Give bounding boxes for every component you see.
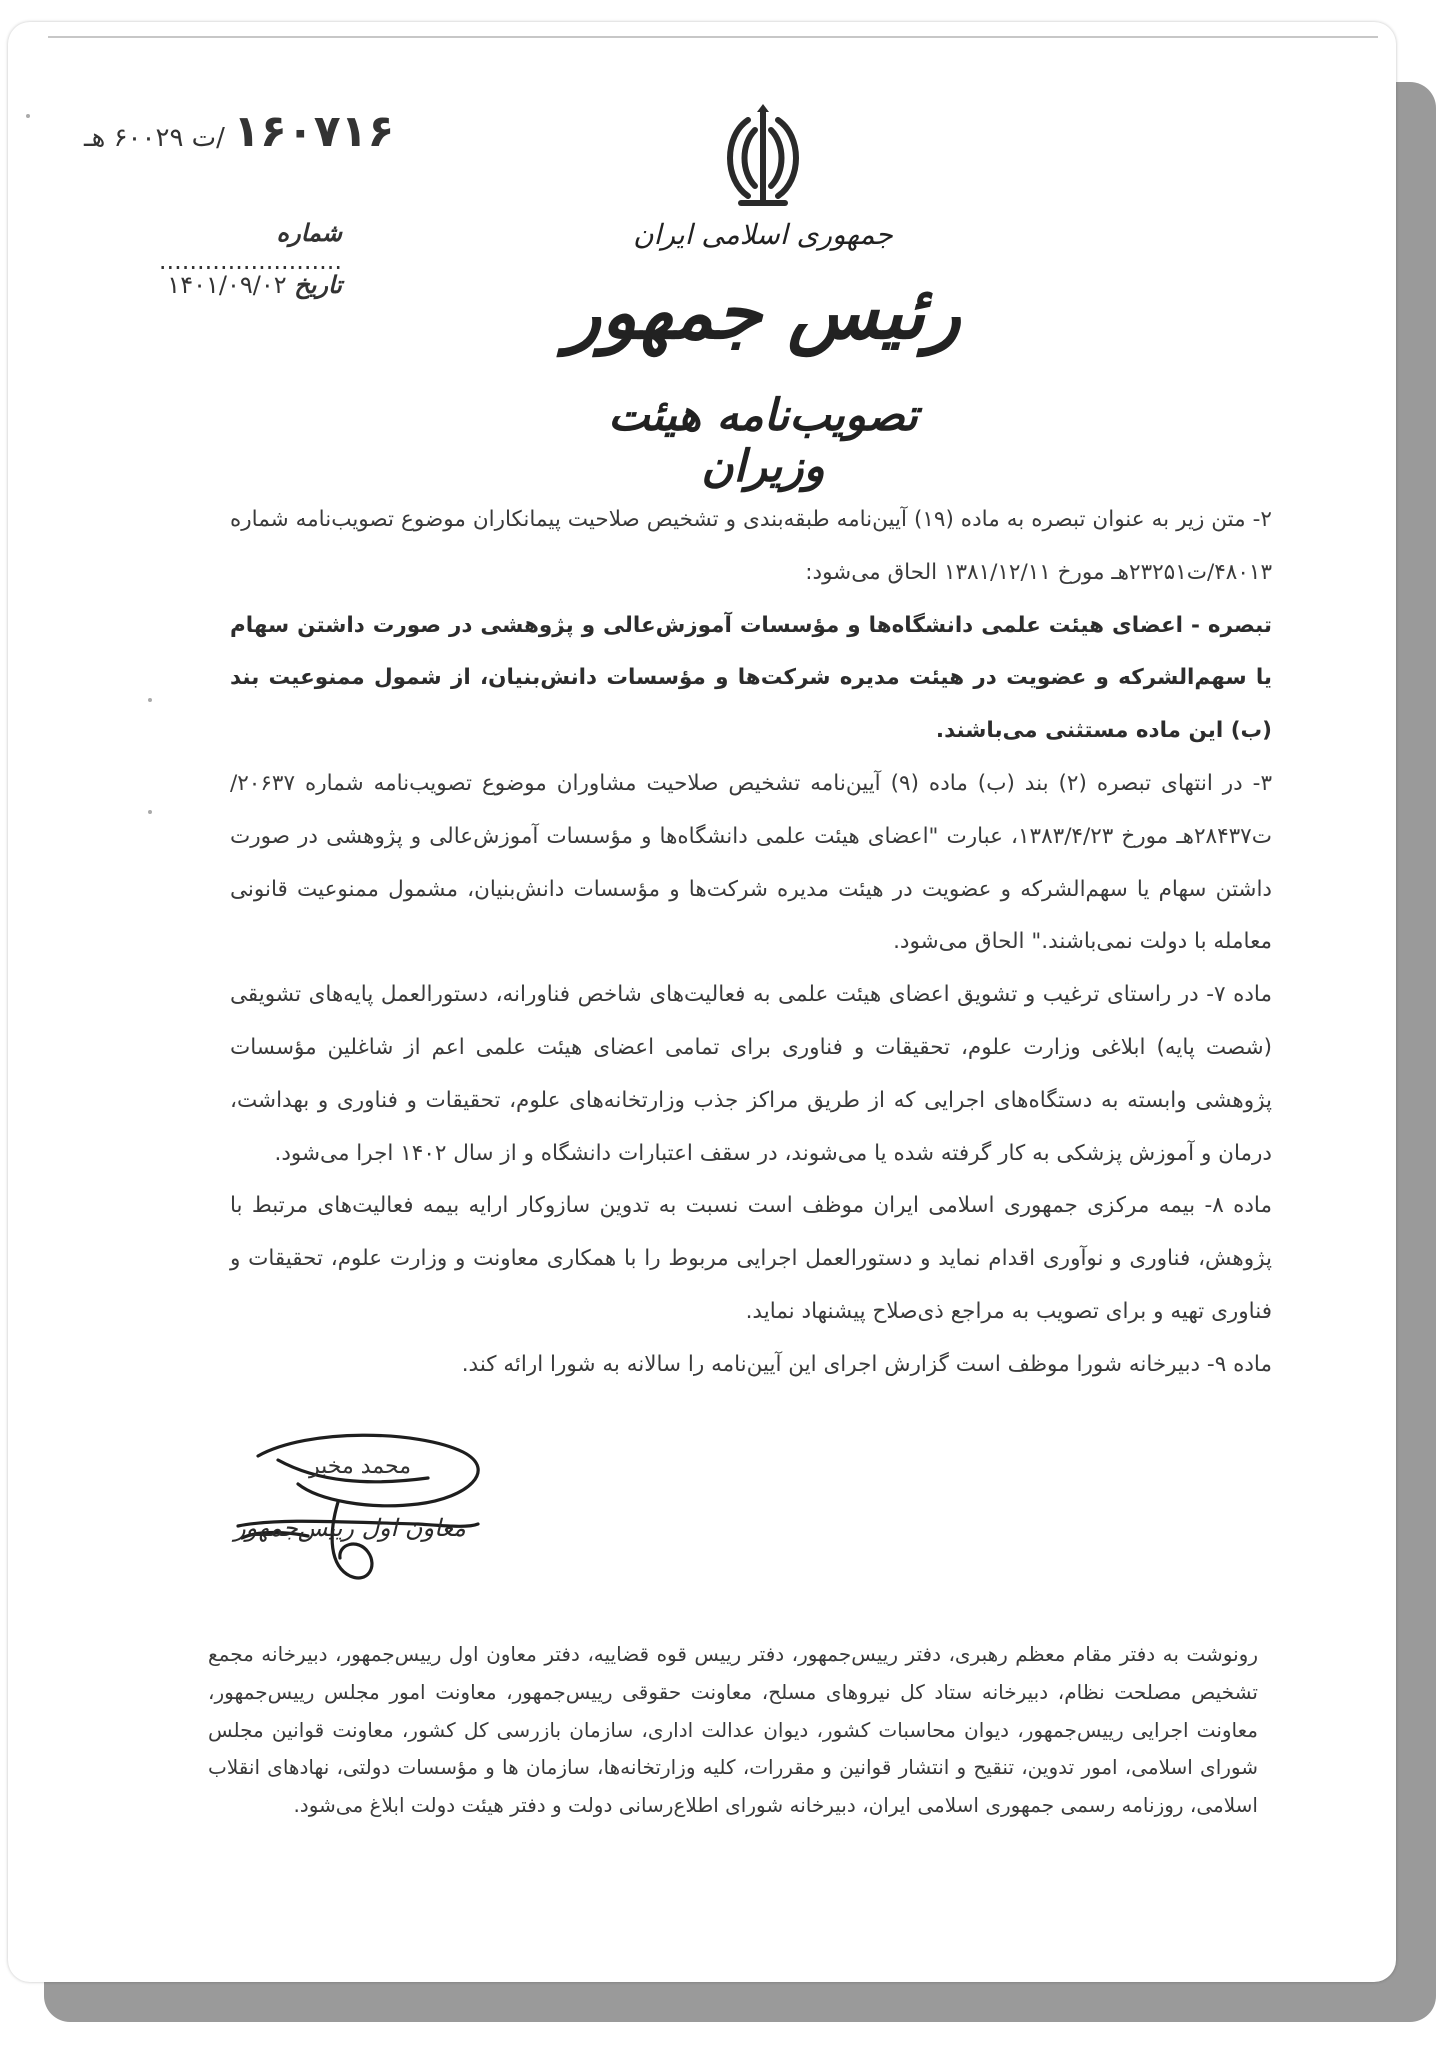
- paragraph-3: ۳- در انتهای تبصره (۲) بند (ب) ماده (۹) آیین‌نامه تشخیص صلاحیت مشاوران موضوع تصویب‌نامه شماره ۲۰۶۳۷/ت۲۸۴۳۷هـ مورخ ۱۳۸۳/۴/۲۳، عبارت "اعضای هیئت علمی دانشگاه‌ها و مؤسسات آموزش‌عالی و پژوهشی در صورت داشتن سهام یا سهم‌الشرکه و عضویت در هیئت مدیره شرکت‌ها و مؤسسات دانش‌بنیان، مشمول ممنوعیت قانونی معامله با دولت نمی‌باشند." الحاق می‌شود.: [230, 770, 1273, 955]
- document-subtitle: تصویب‌نامه هیئت وزیران: [608, 390, 918, 492]
- scan-speck: [26, 114, 30, 118]
- country-name: جمهوری اسلامی ایران: [633, 218, 893, 251]
- date-value: ۱۴۰۱/۰۹/۰۲: [167, 271, 287, 299]
- article-9: ماده ۹- دبیرخانه شورا موظف است گزارش اجرای این آیین‌نامه را سالانه به شورا ارائه کند.: [461, 1351, 1272, 1377]
- article-7: ماده ۷- در راستای ترغیب و تشویق اعضای هیئت علمی به فعالیت‌های شاخص فناورانه، دستورالعمل پایه‌های تشویقی (شصت پایه) ابلاغی وزارت علوم، تحقیقات و فناوری برای تمامی اعضای هیئت علمی اعم از شاغلین مؤسسات پژوهشی وابسته به دستگاه‌های اجرایی که از طریق مراکز جذب وزارتخانه‌های علوم، تحقیقات و فناوری و بهداشت، درمان و آموزش پزشکی به کار گرفته شده یا می‌شوند، در سقف اعتبارات دانشگاه و از سال ۱۴۰۲ اجرا می‌شود.: [230, 982, 1272, 1166]
- number-field: [92, 218, 342, 275]
- document-page: [8, 22, 1396, 1982]
- iran-emblem-icon: [708, 102, 818, 212]
- decree-body: [230, 494, 1272, 1392]
- signatory-title: معاون اول رییس‌جمهور: [234, 1514, 466, 1542]
- scan-edge-line: [48, 36, 1378, 38]
- signatory-name: محمد مخبر: [308, 1454, 411, 1479]
- copy-distribution: [208, 1636, 1258, 1825]
- paragraph-2: ۲- متن زیر به عنوان تبصره به ماده (۱۹) آیین‌نامه طبقه‌بندی و تشخیص صلاحیت پیمانکاران موضوع تصویب‌نامه شماره ۴۸۰۱۳/ت۲۳۲۵۱هـ مورخ ۱۳۸۱/۱۲/۱۱ الحاق می‌شود:: [230, 507, 1272, 585]
- date-label: تاریخ: [294, 270, 342, 299]
- reference-number: ۱۶۰۷۱۶: [233, 106, 395, 157]
- scan-speck: [148, 810, 152, 814]
- reference-code-suffix: /ت ۶۰۰۲۹ هـ: [84, 123, 225, 153]
- number-label: شماره: [276, 218, 342, 247]
- paragraph-2-note: تبصره - اعضای هیئت علمی دانشگاه‌ها و مؤسسات آموزش‌عالی و پژوهشی در صورت داشتن سهام یا سهم‌الشرکه و عضویت در هیئت مدیره شرکت‌ها و مؤسسات دانش‌بنیان، از شمول ممنوعیت بند (ب) این ماده مستثنی می‌باشند.: [230, 612, 1272, 744]
- office-title: رئیس جمهور: [565, 270, 961, 356]
- reference-code: [84, 106, 394, 157]
- copy-distribution-text: رونوشت به دفتر مقام معظم رهبری، دفتر رییس‌جمهور، دفتر رییس قوه قضاییه، دفتر معاون اول رییس‌جمهور، دبیرخانه مجمع تشخیص مصلحت نظام، دبیرخانه ستاد کل نیروهای مسلح، معاونت حقوقی رییس‌جمهور، معاونت امور مجلس رییس‌جمهور، معاونت اجرایی رییس‌جمهور، دیوان محاسبات کشور، دیوان عدالت اداری، سازمان بازرسی کل کشور، معاونت قوانین مجلس شورای اسلامی، امور تدوین، تنقیح و انتشار قوانین و مقررات، کلیه وزارتخانه‌ها، سازمان ها و مؤسسات دولتی، نهادهای انقلاب اسلامی، روزنامه رسمی جمهوری اسلامی ایران، دبیرخانه شورای اطلاع‌رسانی دولت و دفتر هیئت دولت ابلاغ می‌شود.: [208, 1642, 1258, 1818]
- scan-speck: [148, 698, 152, 702]
- number-value: ........................: [158, 247, 342, 275]
- article-8: ماده ۸- بیمه مرکزی جمهوری اسلامی ایران موظف است نسبت به تدوین سازوکار ارایه بیمه فعالیت‌های مرتبط با پژوهش، فناوری و نوآوری اقدام نماید و دستورالعمل اجرایی مربوط را با همکاری معاونت و وزارت علوم، تحقیقات و فناوری تهیه و برای تصویب به مراجع ذی‌صلاح پیشنهاد نماید.: [230, 1193, 1272, 1324]
- date-field: [92, 270, 342, 299]
